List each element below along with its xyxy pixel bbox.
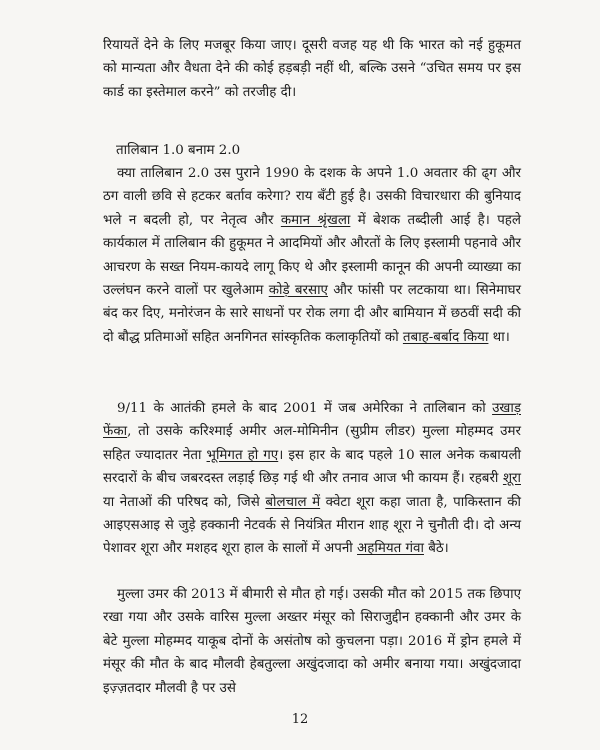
underlined-phrase: उखाड़ फेंका [103,401,521,440]
paragraph-1-text-1: क्या तालिबान 2.0 उस पुराने 1990 के दशक के अपने 1.0 अवतार की ढ्ग और ठग वाली छवि से हटकर बर्ताव करेगा? राय बँटी हुई है। उसकी विचारधारा की बुनियाद भले न बदली हो, पर नेतृत्व और [103,166,521,228]
underlined-phrase: कोड़े बरसाए [268,283,328,299]
section-heading: तालिबान 1.0 बनाम 2.0 [116,143,241,158]
paragraph-2-text-5: क्वेटा शूरा कहा जाता है, पाकिस्तान की आइएसआइ से जुड़े हक्कानी नेटवर्क से नियंत्रित मीरान शाह शूरा ने चुनौती दी। दो अन्य पेशावर शूरा और मशहद शूरा हाल के सालों में अपनी [103,494,522,557]
underlined-phrase: शूरा [502,471,521,487]
paragraph-2 [103,397,521,561]
paragraph-2-text-3: । इस हार के बाद पहले 10 साल अनेक कबायली सरदारों के बीच जबरदस्त लड़ाई छिड़ गई थी और तनाव आज भी कायम हैं। रहबरी [103,447,521,487]
underlined-phrase: अहमियत गंवा [357,541,424,557]
paragraph-1 [103,162,521,349]
page-number: 12 [291,712,309,727]
paragraph-1-text-4: था। [488,329,510,345]
paragraph-3: मुल्ला उमर की 2013 में बीमारी से मौत हो गई। उसकी मौत को 2015 तक छिपाए रखा गया और उसके वारिस मुल्ला अख्तर मंसूर को सिराजुद्दीन हक्कानी और उमर के बेटे मुल्ला मोहम्मद याकूब दोनों के असंतोष को कुचलना पड़ा। 2016 में ड्रोन हमले में मंसूर की मौत के बाद मौलवी हेबतुल्ला अखुंदजादा को अमीर बनाया गया। अखुंदजादा इज़्ज़तदार मौलवी है पर उसे [103,587,521,696]
paragraph-2-text-1: 9/11 के आतंकी हमले के बाद 2001 में जब अमेरिका ने तालिबान को [117,401,493,416]
intro-paragraph: रियायतें देने के लिए मजबूर किया जाए। दूसरी वजह यह थी कि भारत को नई हुकूमत को मान्यता और वैधता देने की कोई हड़बड़ी नहीं थी, बल्कि उसने “उचित समय पर इस कार्ड का इस्तेमाल करने” को तरजीह दी। [103,38,521,100]
underlined-phrase: बोलचाल में [265,494,321,510]
underlined-phrase: भूमिगत हो गए [206,447,279,463]
paragraph-1-text-2: में बेशक तब्दीली आई है। पहले कार्यकाल में तालिबान की हुकूमत ने आदमियों और औरतों के लिए इस्लामी पहनावे और आचरण के सख्त नियम-कायदे लागू किए थे और इस्लामी कानून की अपनी व्याख्या का उल्लंघन करने वालों पर खुलेआम [103,212,521,299]
underlined-phrase: कमान श्रृंखला [280,212,351,228]
paragraph-1-text-3: और फांसी पर लटकाया था। सिनेमाघर बंद कर दिए, मनोरंजन के सारे साधनों पर रोक लगा दी और बामियान में छठवीं सदी की दो बौद्ध प्रतिमाओं सहित अनगिनत सांस्कृतिक कलाकृतियों को [103,283,521,345]
paragraph-2-text-4: या नेताओं की परिषद को, जिसे [103,494,266,510]
underlined-phrase: तबाह-बर्बाद किया [402,329,489,345]
paragraph-2-text-2: , तो उसके करिश्माई अमीर अल-मोमिनीन (सुप्रीम लीडर) मुल्ला मोहम्मद उमर सहित ज्यादातर नेता [103,424,521,463]
paragraph-2-text-6: बैठे। [423,541,449,557]
